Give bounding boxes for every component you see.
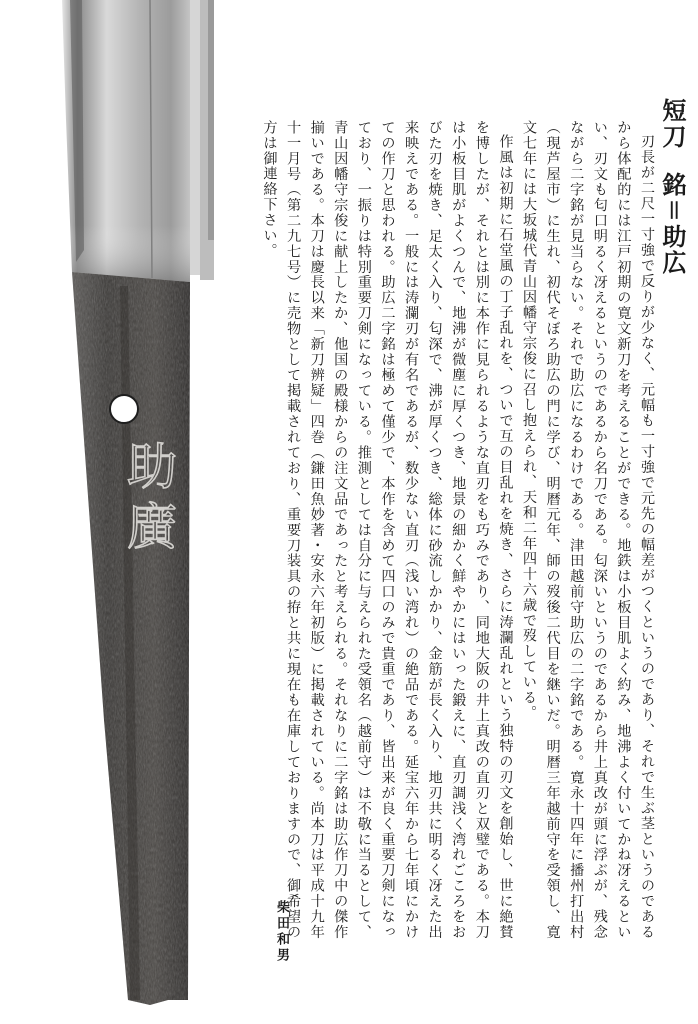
title-signature: 銘＝助広 — [658, 172, 686, 276]
peg-hole — [110, 395, 138, 423]
title-kind: 短刀 — [658, 98, 686, 150]
tang-signature: 助廣 — [119, 440, 177, 560]
tang — [72, 272, 190, 1005]
sword-photo — [0, 0, 240, 1024]
collar-plates — [186, 0, 214, 280]
article-body — [257, 120, 658, 940]
blade — [62, 0, 190, 282]
article-title — [655, 98, 690, 276]
author-name: 柴田和男 — [274, 900, 289, 964]
paragraph-2: 作風は初期に石堂風の丁子乱れを、ついで互の目乱れを焼き、さらに涛瀾乱れという独特の刃文を創始し、世に絶賛を博したが、それとは別に本作に見られるような直刃をも巧みであり、同地大阪の井上真改の直刃と双璧である。本刀は小板目肌がよくつんで、地沸が微塵に厚くつき、地景の細かく鮮やかにはいった鍛えに、直刃調浅く湾れごころをおびた刃を焼き、足太く入り、匂深で、沸が厚くつき、総体に砂流しかかり、金筋が長く入り、地刃共に明るく冴えた出来映えである。一般には涛瀾刃が有名であるが、数少ない直刃（浅い湾れ）の絶品である。延宝六年から七年頃にかけての作刀と思われる。助広二字銘は極めて僅少で、本作を含めて四口のみで貴重であり、皆出来が良く重要刀剣になっており、一振りは特別重要刀剣になっている。推測としては自分に与えられた受領名（越前守）は不敬に当るとして、青山因幡守宗俊に献上したか、他国の殿様からの注文品であったと考えられる。それなりに二字銘は助広作刀中の傑作揃いである。本刀は慶長以来「新刀辨疑」四巻（鎌田魚妙著・安永六年初版）に掲載されている。尚本刀は平成十九年十一月号（第二九七号）に売物として掲載されており、重要刀装具の拵と共に現在も在庫しておりますので、御希望の方は御連絡下さい。 — [261, 120, 514, 940]
paragraph-1: 刃長が二尺一寸強で反りが少なく、元幅も一寸強で元先の幅差がつくというのであり、それで生ぶ茎というのであるから体配的には江戸初期の寛文新刀を考えることができる。地鉄は小板目肌よく約み、地沸よく付いてかね冴えるといい、刃文も匂口明るく冴えるというのであるから名刀である。匂深いというのであるから井上真改が頭に浮ぶが、残念ながら二字銘が見当らない。それで助広になるわけである。津田越前守助広の二字銘である。寛永十四年に播州打出村（現芦屋市）に生れ、初代そぼろ助広の門に学び、明暦元年、師の歿後二代目を継いだ。明暦三年越前守を受領し、寛文七年には大坂城代青山因幡守宗俊に召し抱えられ、天和二年四十六歳で歿している。 — [521, 120, 655, 940]
